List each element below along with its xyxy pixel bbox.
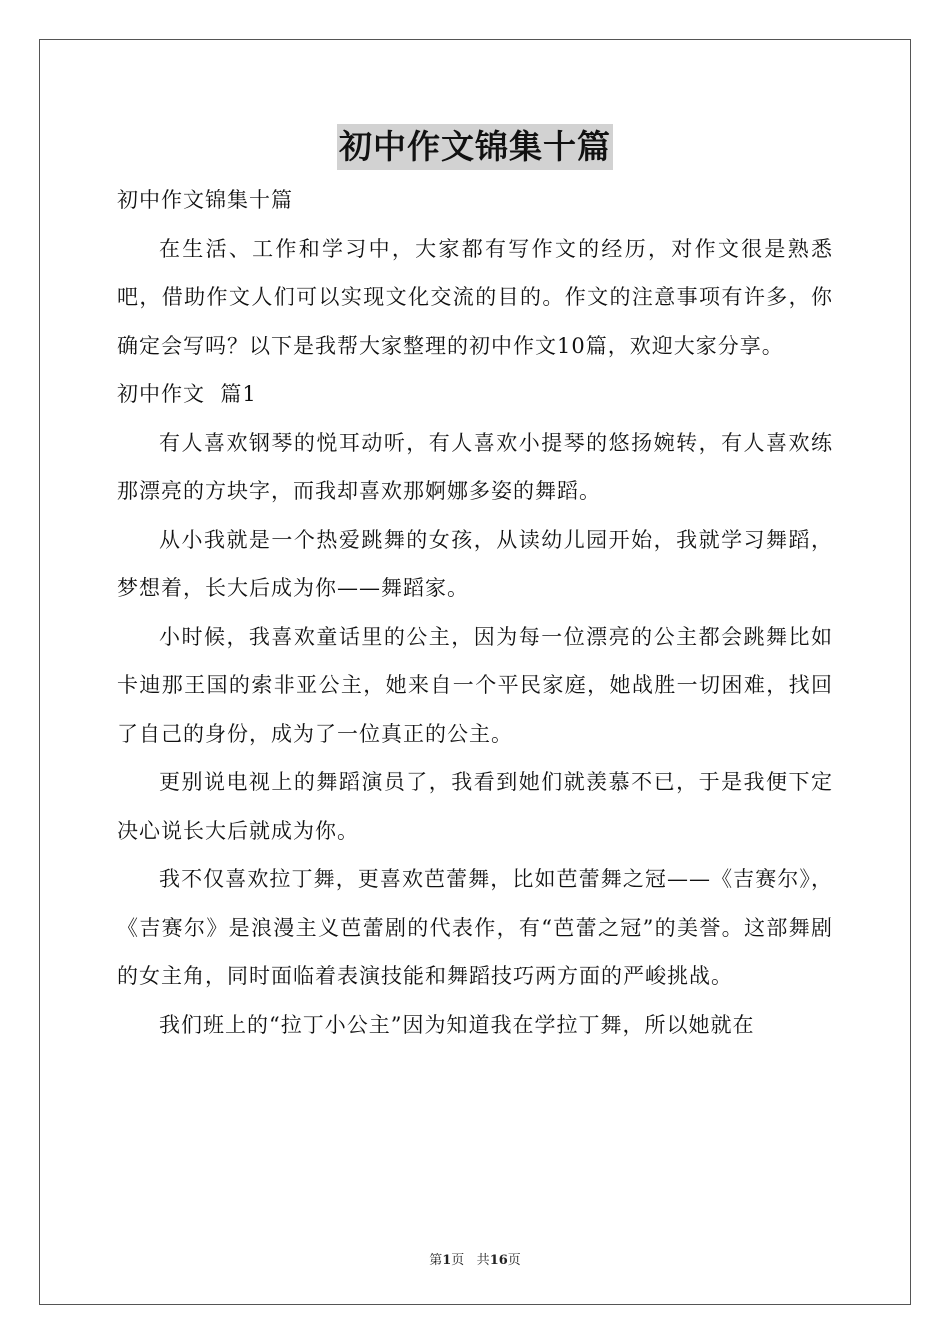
document-title: 初中作文锦集十篇	[337, 124, 613, 170]
paragraph-intro: 在生活、工作和学习中，大家都有写作文的经历，对作文很是熟悉吧，借助作文人们可以实现文化交流的目的。作文的注意事项有许多，你确定会写吗？以下是我帮大家整理的初中作文10篇，欢迎大家分享。	[117, 236, 833, 358]
document-subtitle: 初中作文锦集十篇	[117, 188, 293, 212]
page-suffix: 页	[451, 1253, 465, 1268]
paragraph: 我不仅喜欢拉丁舞，更喜欢芭蕾舞，比如芭蕾舞之冠——《吉赛尔》，《吉赛尔》是浪漫主义芭蕾剧的代表作，有“芭蕾之冠”的美誉。这部舞剧的女主角，同时面临着表演技能和舞蹈技巧两方面的严峻挑战。	[117, 867, 833, 988]
section-heading: 初中作文 篇1	[117, 382, 257, 406]
paragraph: 更别说电视上的舞蹈演员了，我看到她们就羡慕不已，于是我便下定决心说长大后就成为你。	[117, 770, 833, 843]
total-prefix: 共	[476, 1253, 490, 1268]
paragraph: 我们班上的“拉丁小公主”因为知道我在学拉丁舞，所以她就在	[159, 1012, 755, 1037]
page-number: 1	[442, 1253, 452, 1268]
paragraph: 从小我就是一个热爱跳舞的女孩，从读幼儿园开始，我就学习舞蹈，梦想着，长大后成为你——舞蹈家。	[117, 527, 833, 600]
total-suffix: 页	[507, 1253, 521, 1268]
page-prefix: 第	[429, 1253, 443, 1268]
total-pages: 16	[489, 1253, 508, 1268]
paragraph: 有人喜欢钢琴的悦耳动听，有人喜欢小提琴的悠扬婉转，有人喜欢练那漂亮的方块字，而我却喜欢那婀娜多姿的舞蹈。	[117, 430, 833, 503]
document-body	[117, 176, 833, 1049]
paragraph: 小时候，我喜欢童话里的公主，因为每一位漂亮的公主都会跳舞比如卡迪那王国的索非亚公主，她来自一个平民家庭，她战胜一切困难，找回了自己的身份，成为了一位真正的公主。	[117, 624, 833, 746]
page-footer	[0, 1249, 950, 1268]
title-container	[0, 124, 950, 170]
